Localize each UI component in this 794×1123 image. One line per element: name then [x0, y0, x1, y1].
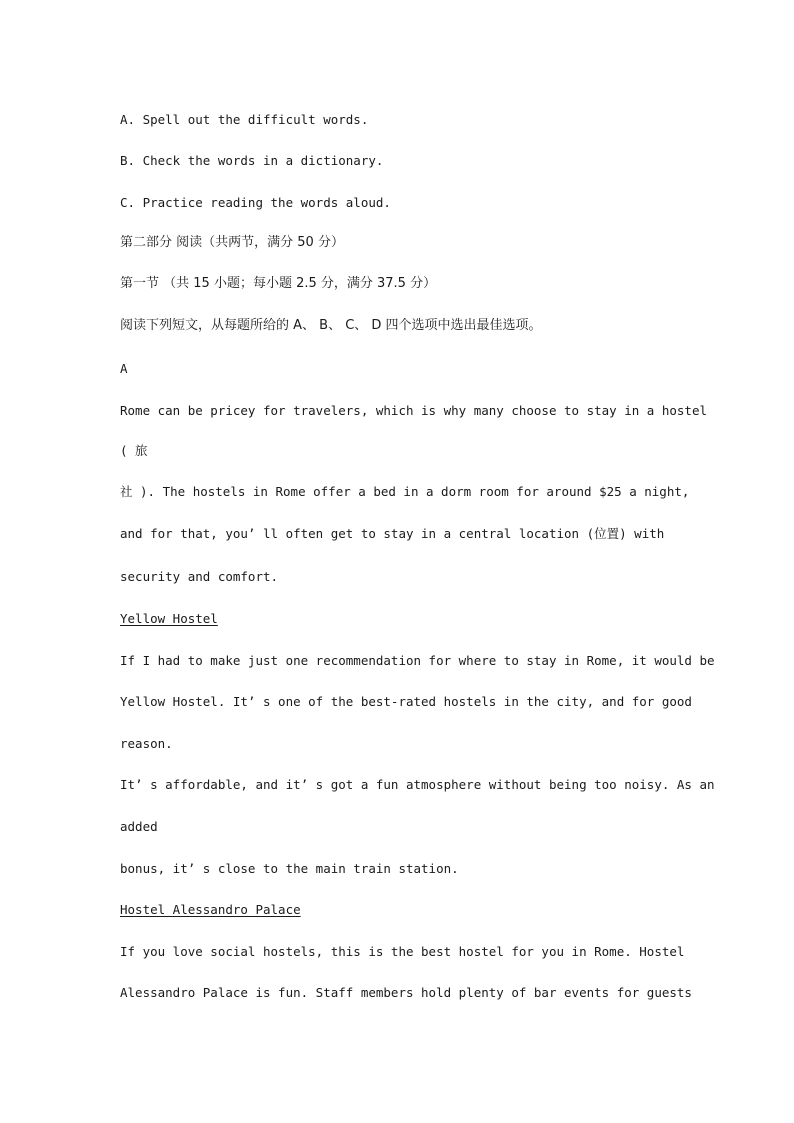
intro-line: ( 旅	[120, 443, 148, 458]
paragraph-line: reason.	[120, 736, 173, 751]
intro-line: Rome can be pricey for travelers, which is why many choose to stay in a hostel	[120, 403, 707, 418]
passage-label: A	[120, 361, 128, 376]
paragraph-line: Alessandro Palace is fun. Staff members hold plenty of bar events for guests	[120, 985, 692, 1000]
hostel-heading-alessandro: Hostel Alessandro Palace	[120, 902, 301, 917]
instruction: 阅读下列短文，从每题所给的 A、 B、 C、 D 四个选项中选出最佳选项。	[120, 318, 542, 333]
paragraph-line: Yellow Hostel. It’ s one of the best-rated hostels in the city, and for good	[120, 694, 692, 709]
section-title: 第一节 （共 15 小题；每小题 2.5 分，满分 37.5 分）	[120, 276, 437, 291]
paragraph-line: added	[120, 819, 158, 834]
option-c: C. Practice reading the words aloud.	[120, 195, 391, 210]
hostel-heading-yellow: Yellow Hostel	[120, 611, 218, 626]
option-a: A. Spell out the difficult words.	[120, 112, 369, 127]
intro-line: 社 ). The hostels in Rome offer a bed in a dorm room for around $25 a night,	[120, 484, 690, 499]
paragraph-line: bonus, it’ s close to the main train station.	[120, 861, 459, 876]
paragraph-line: It’ s affordable, and it’ s got a fun atmosphere without being too noisy. As an	[120, 777, 715, 792]
intro-line: and for that, you’ ll often get to stay in a central location (位置) with	[120, 526, 665, 541]
intro-line: security and comfort.	[120, 569, 279, 584]
option-b: B. Check the words in a dictionary.	[120, 153, 384, 168]
paragraph-line: If I had to make just one recommendation for where to stay in Rome, it would be	[120, 653, 715, 668]
part-title: 第二部分 阅读（共两节，满分 50 分）	[120, 235, 344, 250]
paragraph-line: If you love social hostels, this is the best hostel for you in Rome. Hostel	[120, 944, 685, 959]
